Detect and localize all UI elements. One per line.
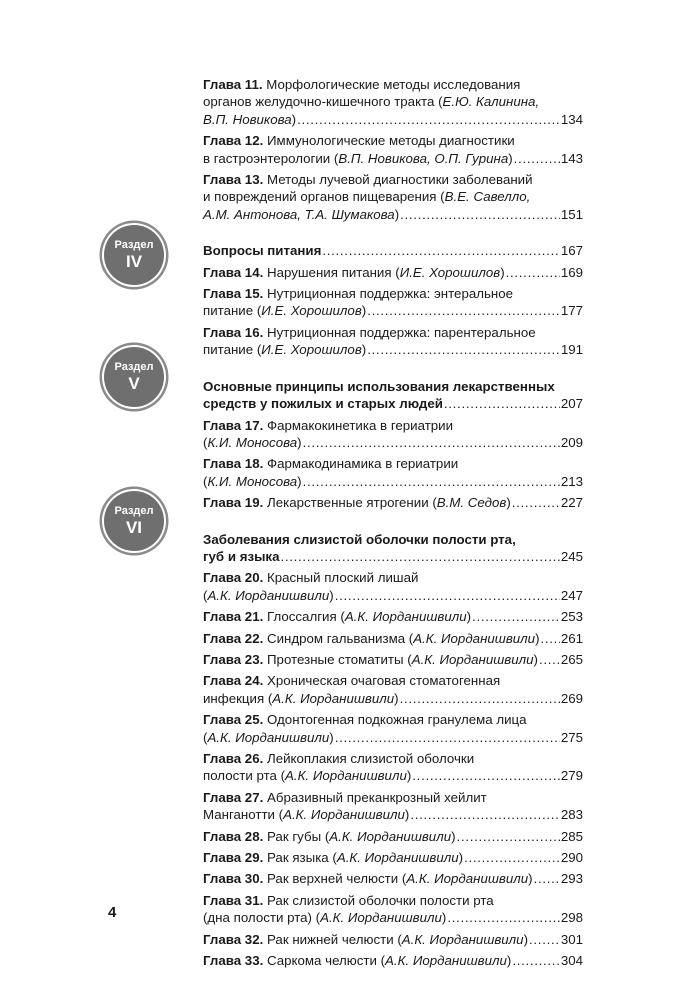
entry-text: Глава 14. Нарушения питания (И.Е. Хорошилов) (203, 264, 505, 280)
entry-line (203, 76, 583, 93)
entry-text: Глава 21. Глоссалгия (А.К. Иорданишвили) (203, 609, 472, 625)
dot-leader (303, 473, 560, 490)
page-number-ref: 261 (560, 630, 583, 646)
chapter-entry (203, 569, 583, 604)
entry-text: Глава 24. Хроническая очаговая стоматогенная (203, 673, 501, 689)
page-number-ref: 245 (560, 548, 583, 564)
entry-text: Глава 11. Морфологические методы исследования (203, 77, 521, 92)
chapter-entry (203, 931, 583, 948)
page-number-ref: 134 (560, 111, 583, 127)
chapter-entry (203, 608, 583, 625)
page-number-ref: 304 (560, 953, 583, 969)
entry-text: Глава 27. Абразивный преканкрозный хейлит (203, 789, 487, 805)
chapter-number: Глава 30. (203, 871, 264, 887)
chapter-number: Глава 14. (203, 264, 264, 280)
entry-text: Глава 25. Одонтогенная подкожная гранулема лица (203, 712, 527, 728)
page-number-ref: 298 (560, 910, 583, 926)
entry-line (203, 630, 583, 647)
entry-line (203, 569, 583, 586)
chapter-entry (203, 789, 583, 824)
entry-line (203, 608, 583, 625)
entry-line (203, 931, 583, 948)
entry-line (203, 711, 583, 728)
author-names: А.К. Иорданишвили (329, 828, 452, 844)
chapter-entry (203, 76, 583, 128)
page-number-ref: 290 (560, 850, 583, 866)
entry-text: Глава 30. Рак верхней челюсти (А.К. Иорданишвили) (203, 871, 533, 887)
chapter-entry (203, 630, 583, 647)
author-names: А.К. Иорданишвили (401, 931, 524, 947)
author-names: А.К. Иорданишвили (413, 630, 536, 646)
section-title-entry (203, 242, 583, 259)
section-badge-numeral: V (128, 374, 140, 393)
entry-line (203, 93, 583, 110)
entry-line (203, 828, 583, 845)
chapter-entry (203, 870, 583, 887)
dot-leader (400, 206, 560, 223)
page-number-ref: 227 (560, 495, 583, 511)
entry-text: Манганотти (А.К. Иорданишвили) (203, 807, 410, 823)
page-number-ref: 293 (560, 871, 583, 887)
entry-line (203, 242, 583, 259)
chapter-entry (203, 892, 583, 927)
entry-line (203, 417, 583, 434)
chapter-number: Глава 17. (203, 417, 264, 433)
entry-line (203, 750, 583, 767)
entry-text: питание (И.Е. Хорошилов) (203, 303, 367, 319)
entry-line (203, 473, 583, 490)
section-badge-numeral: IV (125, 252, 143, 271)
dot-leader (410, 806, 559, 823)
author-names: К.И. Моносова (207, 473, 298, 489)
chapter-entry (203, 711, 583, 746)
entry-text: в гастроэнтерологии (В.П. Новикова, О.П. Гурина) (203, 150, 513, 166)
section-title-entry (203, 378, 583, 413)
author-names: А.К. Иорданишвили (285, 768, 407, 784)
entry-line (203, 892, 583, 909)
entry-line (203, 909, 583, 926)
dot-leader (534, 870, 560, 887)
author-names: А.К. Иорданишвили (207, 729, 330, 745)
entry-line (203, 324, 583, 341)
chapter-number: Глава 29. (203, 850, 264, 866)
page-number-ref: 143 (560, 150, 583, 166)
page-number-ref: 265 (560, 651, 583, 667)
dot-leader (297, 111, 560, 128)
page-number: 4 (108, 904, 117, 921)
entry-line (203, 952, 583, 969)
chapter-entry (203, 132, 583, 167)
section-badge-vi (104, 491, 164, 551)
page-number-ref: 177 (560, 303, 583, 319)
page-number-ref: 275 (560, 729, 583, 745)
entry-line (203, 690, 583, 707)
entry-line (203, 302, 583, 319)
chapter-number: Глава 19. (203, 495, 264, 511)
dot-leader (367, 302, 560, 319)
chapter-number: Глава 20. (203, 570, 264, 586)
author-names: А.К. Иорданишвили (411, 651, 534, 667)
section-badge-v (104, 347, 164, 407)
entry-text: Глава 15. Нутриционная поддержка: энтеральное (203, 286, 514, 302)
author-names: А.К. Иорданишвили (283, 807, 405, 823)
chapter-number: Глава 26. (203, 751, 264, 766)
entry-text: Глава 29. Рак языка (А.К. Иорданишвили) (203, 850, 464, 866)
entry-line (203, 150, 583, 167)
section-badge-label: Раздел (114, 505, 154, 517)
page-number-ref: 285 (560, 828, 583, 844)
entry-text: (К.И. Моносова) (203, 434, 302, 450)
entry-line (203, 806, 583, 823)
dot-leader (512, 952, 560, 969)
chapter-entry (203, 264, 583, 281)
dot-leader (303, 434, 560, 451)
section-badge-label: Раздел (114, 361, 154, 373)
page-number-ref: 151 (560, 206, 583, 222)
entry-text: Вопросы питания (203, 243, 322, 259)
chapter-number: Глава 28. (203, 828, 264, 844)
page-number-ref: 247 (560, 587, 583, 603)
entry-line (203, 132, 583, 149)
page-number-ref: 283 (560, 807, 583, 823)
dot-leader (457, 828, 560, 845)
chapter-entry (203, 849, 583, 866)
chapter-entry (203, 750, 583, 785)
chapter-entry (203, 651, 583, 668)
section-badge-numeral: VI (125, 518, 143, 537)
dot-leader (400, 690, 560, 707)
entry-line (203, 651, 583, 668)
chapter-number: Глава 22. (203, 630, 264, 646)
entry-line (203, 587, 583, 604)
author-names: А.К. Иорданишвили (272, 690, 395, 706)
entry-line (203, 111, 583, 128)
entry-text: средств у пожилых и старых людей (203, 396, 443, 412)
entry-text: Глава 20. Красный плоский лишай (203, 570, 419, 586)
entry-text: Глава 31. Рак слизистой оболочки полости рта (203, 892, 494, 908)
entry-line (203, 434, 583, 451)
dot-leader (472, 608, 560, 625)
author-names: И.Е. Хорошилов (261, 342, 362, 358)
chapter-number: Глава 31. (203, 892, 264, 908)
entry-text: органов желудочно-кишечного тракта (Е.Ю. Калинина, (203, 94, 540, 110)
chapter-entry (203, 494, 583, 511)
author-names: А.К. Иорданишвили (406, 871, 529, 887)
chapter-number: Глава 33. (203, 953, 264, 969)
table-of-contents (203, 76, 583, 973)
section-badge-iv (104, 225, 164, 285)
chapter-number: Глава 11. (203, 77, 263, 92)
dot-leader (447, 909, 559, 926)
entry-text: Глава 18. Фармакодинамика в гериатрии (203, 456, 459, 472)
entry-text: Глава 17. Фармакокинетика в гериатрии (203, 417, 454, 433)
entry-text: и повреждений органов пищеварения (В.Е. Савелло, (203, 189, 531, 205)
author-names: А.К. Иорданишвили (207, 587, 330, 603)
entry-line (203, 378, 583, 395)
entry-line (203, 531, 583, 548)
author-names: В.П. Новикова (203, 111, 292, 127)
entry-line (203, 789, 583, 806)
entry-line (203, 729, 583, 746)
entry-line (203, 206, 583, 223)
dot-leader (444, 395, 560, 412)
entry-text: Заболевания слизистой оболочки полости рта, (203, 531, 516, 547)
author-names: Е.Ю. Калинина, (442, 94, 540, 110)
dot-leader (335, 587, 560, 604)
chapter-entry (203, 952, 583, 969)
chapter-number: Глава 18. (203, 456, 264, 472)
entry-text: Глава 26. Лейкоплакия слизистой оболочки (203, 751, 475, 766)
chapter-entry (203, 285, 583, 320)
author-names: А.К. Иорданишвили (320, 910, 442, 926)
entry-line (203, 548, 583, 565)
author-names: К.И. Моносова (207, 434, 298, 450)
chapter-number: Глава 13. (203, 172, 264, 188)
entry-text: Глава 23. Протезные стоматиты (А.К. Иорданишвили) (203, 651, 538, 667)
page-number-ref: 213 (560, 473, 583, 489)
chapter-entry (203, 672, 583, 707)
entry-line (203, 341, 583, 358)
page-number-ref: 269 (560, 690, 583, 706)
entry-text: (К.И. Моносова) (203, 473, 302, 489)
author-names: В.П. Новикова, О.П. Гурина (338, 150, 509, 166)
entry-text: Глава 33. Саркома челюсти (А.К. Иорданишвили) (203, 953, 512, 969)
dot-leader (541, 630, 560, 647)
author-names: А.М. Антонова, Т.А. Шумакова (203, 206, 395, 222)
entry-text: полости рта (А.К. Иорданишвили) (203, 768, 412, 784)
entry-text: Глава 22. Синдром гальванизма (А.К. Иорданишвили) (203, 630, 540, 646)
entry-line (203, 494, 583, 511)
entry-line (203, 849, 583, 866)
dot-leader (506, 264, 560, 281)
dot-leader (367, 341, 560, 358)
entry-line (203, 171, 583, 188)
entry-text: (А.К. Иорданишвили) (203, 587, 334, 603)
page-number-ref: 207 (560, 396, 583, 412)
entry-text: Глава 13. Методы лучевой диагностики заболеваний (203, 172, 533, 188)
chapter-number: Глава 24. (203, 673, 264, 689)
dot-leader (529, 931, 560, 948)
chapter-entry (203, 171, 583, 223)
entry-text: (А.К. Иорданишвили) (203, 729, 334, 745)
section-badge-label: Раздел (114, 239, 154, 251)
entry-text: Глава 16. Нутриционная поддержка: парентеральное (203, 324, 536, 340)
chapter-entry (203, 324, 583, 359)
entry-text: Глава 32. Рак нижней челюсти (А.К. Иорданишвили) (203, 931, 529, 947)
entry-line (203, 395, 583, 412)
entry-line (203, 455, 583, 472)
author-names: А.К. Иорданишвили (336, 850, 459, 866)
chapter-entry (203, 828, 583, 845)
dot-leader (322, 242, 559, 259)
entry-text: питание (И.Е. Хорошилов) (203, 342, 367, 358)
chapter-number: Глава 23. (203, 651, 264, 667)
entry-text: Глава 19. Лекарственные ятрогении (В.М. Седов) (203, 495, 511, 511)
author-names: В.М. Седов (436, 495, 507, 511)
chapter-entry (203, 455, 583, 490)
chapter-number: Глава 16. (203, 324, 264, 340)
chapter-number: Глава 15. (203, 286, 264, 302)
dot-leader (514, 150, 560, 167)
author-names: И.Е. Хорошилов (261, 303, 362, 319)
entry-text: Основные принципы использования лекарственных (203, 378, 555, 394)
entry-line (203, 188, 583, 205)
page-number-ref: 301 (560, 931, 583, 947)
entry-text: (дна полости рта) (А.К. Иорданишвили) (203, 910, 447, 926)
entry-line (203, 285, 583, 302)
dot-leader (512, 494, 560, 511)
entry-line (203, 264, 583, 281)
chapter-number: Глава 12. (203, 133, 264, 149)
entry-text: А.М. Антонова, Т.А. Шумакова) (203, 206, 400, 222)
author-names: А.К. Иорданишвили (344, 609, 467, 625)
page-number-ref: 191 (560, 342, 583, 358)
chapter-number: Глава 27. (203, 789, 264, 805)
page-number-ref: 169 (560, 264, 583, 280)
entry-line (203, 870, 583, 887)
page-number-ref: 209 (560, 434, 583, 450)
dot-leader (412, 767, 560, 784)
page-number-ref: 253 (560, 609, 583, 625)
author-names: И.Е. Хорошилов (399, 264, 501, 280)
page-number-ref: 279 (560, 768, 583, 784)
author-names: А.К. Иорданишвили (385, 953, 507, 969)
entry-line (203, 672, 583, 689)
entry-line (203, 767, 583, 784)
chapter-number: Глава 21. (203, 609, 264, 625)
dot-leader (280, 548, 559, 565)
entry-text: губ и языка (203, 548, 280, 564)
section-title-entry (203, 531, 583, 566)
dot-leader (335, 729, 560, 746)
page-number-ref: 167 (560, 243, 583, 259)
entry-text: инфекция (А.К. Иорданишвили) (203, 690, 399, 706)
author-names: В.Е. Савелло, (444, 189, 531, 205)
dot-leader (539, 651, 560, 668)
chapter-number: Глава 32. (203, 931, 264, 947)
entry-text: Глава 12. Иммунологические методы диагностики (203, 133, 515, 149)
chapter-number: Глава 25. (203, 712, 264, 728)
chapter-entry (203, 417, 583, 452)
entry-text: В.П. Новикова) (203, 111, 297, 127)
dot-leader (464, 849, 560, 866)
entry-text: Глава 28. Рак губы (А.К. Иорданишвили) (203, 828, 456, 844)
